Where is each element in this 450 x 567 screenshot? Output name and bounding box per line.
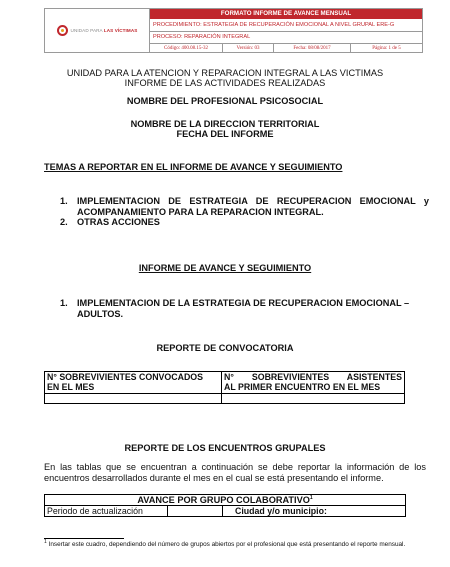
process-label: PROCESO: REPARACIÓN INTEGRAL xyxy=(150,32,422,44)
list-item: 1. IMPLEMENTACION DE ESTRATEGIA DE RECUPERACION EMOCIONAL y ACOMPANAMIENTO PARA LA REPARACION INTEGRAL. xyxy=(60,196,429,217)
convocation-table xyxy=(44,371,405,404)
professional-name-label: NOMBRE DEL PROFESIONAL PSICOSOCIAL xyxy=(126,96,324,106)
doc-code: Código: 400.08.15-32 xyxy=(150,44,223,52)
progress-by-group-table xyxy=(44,494,406,517)
list-item: 1. IMPLEMENTACION DE LA ESTRATEGIA DE RECUPERACION EMOCIONAL – ADULTOS. xyxy=(60,298,410,319)
list-item: 2. OTRAS ACCIONES xyxy=(60,217,160,227)
table-row xyxy=(45,394,405,404)
report-list xyxy=(60,298,429,319)
instructions-paragraph: En las tablas que se encuentran a continuación se debe reportar la información de los encuentros desarrollados durante el mes en el cual se está presentando el informe. xyxy=(44,462,426,483)
logo-text: UNIDAD PARA LAS VÍCTIMAS xyxy=(70,28,138,33)
document-header xyxy=(44,8,423,53)
doc-version: Versión: 03 xyxy=(223,44,274,52)
logo xyxy=(45,9,150,52)
convocation-heading: REPORTE DE CONVOCATORIA xyxy=(156,343,294,353)
org-name: UNIDAD PARA LA ATENCION Y REPARACION INTEGRAL A LAS VICTIMAS xyxy=(66,68,384,78)
city-label: Ciudad y/o municipio: xyxy=(223,506,406,517)
form-title: FORMATO INFORME DE AVANCE MENSUAL xyxy=(150,9,422,19)
table-header-cell: AVANCE POR GRUPO COLABORATIVO$^1$ xyxy=(45,495,406,506)
table-cell xyxy=(45,394,222,404)
table-row xyxy=(45,506,406,517)
footnote-ref: 1 xyxy=(309,494,313,501)
report-subtitle: INFORME DE LAS ACTIVIDADES REALIZADAS xyxy=(124,78,326,88)
footnote-separator xyxy=(44,538,124,539)
table-row xyxy=(45,495,406,506)
topics-heading: TEMAS A REPORTAR EN EL INFORME DE AVANCE Y SEGUIMIENTO xyxy=(44,162,343,172)
update-period-label: Periodo de actualización xyxy=(45,506,168,517)
doc-date: Fecha: 08/08/2017 xyxy=(274,44,351,52)
doc-page-number: Página: 1 de 5 xyxy=(372,45,401,51)
update-period-value xyxy=(168,506,223,517)
group-meetings-heading: REPORTE DE LOS ENCUENTROS GRUPALES xyxy=(124,443,326,453)
table-cell: N° SOBREVIVIENTES ASISTENTES AL PRIMER ENCUENTRO EN EL MES xyxy=(222,372,405,394)
table-cell xyxy=(222,394,405,404)
footnote xyxy=(44,538,424,549)
footnote-mark: 1 xyxy=(44,538,47,545)
procedure-label: PROCEDIMIENTO: ESTRATEGIA DE RECUPERACIÓN EMOCIONAL A NIVEL GRUPAL ERE-G xyxy=(150,19,422,32)
document-meta xyxy=(150,44,422,52)
report-date-label: FECHA DEL INFORME xyxy=(176,129,274,139)
table-row xyxy=(45,372,405,394)
footnote-text: Insertar este cuadro, dependiendo del número de grupos abiertos por el profesional que está presentando el reporte mensual. xyxy=(48,541,406,548)
logo-emblem-icon xyxy=(57,25,68,36)
progress-report-heading: INFORME DE AVANCE Y SEGUIMIENTO xyxy=(138,263,312,273)
topics-list xyxy=(60,196,429,228)
table-cell: N° SOBREVIVIENTES CONVOCADOS EN EL MES xyxy=(45,372,222,394)
territorial-direction-label: NOMBRE DE LA DIRECCION TERRITORIAL xyxy=(130,119,320,129)
